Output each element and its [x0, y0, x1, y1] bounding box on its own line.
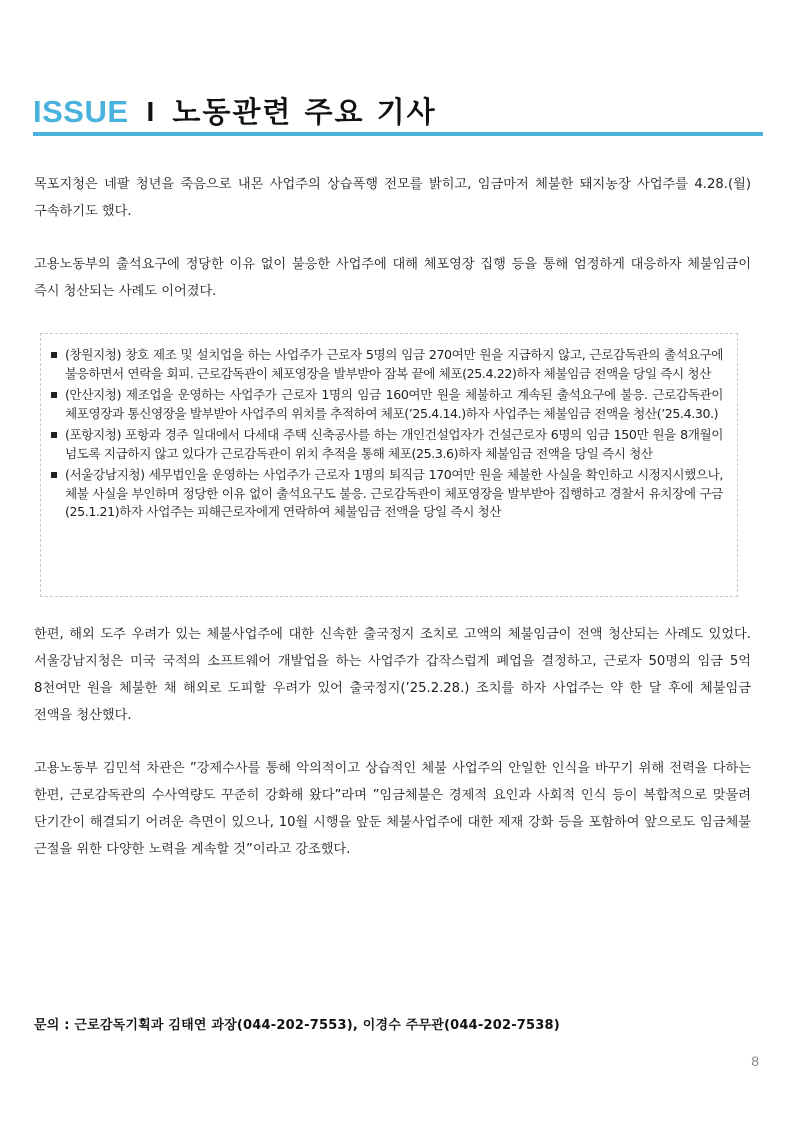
paragraph-mokpo: 목포지청은 네팔 청년을 죽음으로 내몬 사업주의 상습폭행 전모를 밝히고, 임금마저 체불한 돼지농장 사업주를 4.28.(월) 구속하기도 했다. — [34, 177, 751, 219]
case-item-changwon — [49, 346, 723, 383]
case-item-seoul-gangnam — [49, 466, 723, 522]
square-bullet-icon — [51, 352, 57, 358]
paragraph-vice-minister-quote: 고용노동부 김민석 차관은 ”강제수사를 통해 악의적이고 상습적인 체불 사업주의 안일한 인식을 바꾸기 위해 전력을 다하는 한편, 근로감독관의 수사역량도 꾸준히 강화해 왔다”라며 ”임금체불은 경제적 요인과 사회적 인식 등이 복합적으로 맞물려 단기간이 해결되기 어려운 측면이 있으나, 10월 시행을 앞둔 체불사업주에 대한 제재 강화 등을 포함하여 앞으로도 임금체불 근절을 위한 다양한 노력을 계속할 것”이라고 강조했다. — [34, 761, 751, 857]
page-title: 노동관련 주요 기사 — [172, 95, 437, 129]
paragraph-arrest-warrant: 고용노동부의 출석요구에 정당한 이유 없이 불응한 사업주에 대해 체포영장 집행 등을 통해 엄정하게 대응하자 체불임금이 즉시 청산되는 사례도 이어졌다. — [34, 257, 751, 299]
contact-info: 문의 : 근로감독기획과 김태연 과장(044-202-7553), 이경수 주무관(044-202-7538) — [34, 1018, 560, 1033]
case-examples-box — [40, 333, 738, 597]
case-text: (안산지청) 제조업을 운영하는 사업주가 근로자 1명의 임금 160여만 원을 체불하고 계속된 출석요구에 불응. 근로감독관이 체포영장과 통신영장을 발부받아 사업주의 위치를 추적하여 체포(’25.4.14.)하자 사업주는 체불임금 전액을 청산(’25.4.30.) — [65, 387, 723, 421]
page-header — [33, 88, 763, 136]
case-item-pohang — [49, 426, 723, 463]
square-bullet-icon — [51, 432, 57, 438]
issue-label: ISSUE — [33, 94, 129, 129]
case-text: (창원지청) 창호 제조 및 설치업을 하는 사업주가 근로자 5명의 임금 270여만 원을 지급하지 않고, 근로감독관의 출석요구에 불응하면서 연락을 회피. 근로감독관이 체포영장을 발부받아 잠복 끝에 체포(25.4.22)하자 체불임금 전액을 당일 즉시 청산 — [65, 347, 723, 381]
square-bullet-icon — [51, 392, 57, 398]
page-number: 8 — [751, 1053, 759, 1069]
square-bullet-icon — [51, 472, 57, 478]
paragraph-departure-ban: 한편, 해외 도주 우려가 있는 체불사업주에 대한 신속한 출국정지 조치로 고액의 체불임금이 전액 청산되는 사례도 있었다. 서울강남지청은 미국 국적의 소프트웨어 개발업을 하는 사업주가 갑작스럽게 폐업을 결정하고, 근로자 50명의 임금 5억 8천여만 원을 체불한 채 해외로 도피할 우려가 있어 출국정지(’25.2.28.) 조치를 하자 사업주는 약 한 달 후에 체불임금 전액을 청산했다. — [34, 627, 751, 723]
header-separator: I — [146, 96, 155, 127]
case-item-ansan — [49, 386, 723, 423]
case-list — [49, 346, 723, 522]
case-text: (서울강남지청) 세무법인을 운영하는 사업주가 근로자 1명의 퇴직금 170여만 원을 체불한 사실을 확인하고 시정지시했으나, 체불 사실을 부인하며 정당한 이유 없이 출석요구도 불응. 근로감독관이 체포영장을 발부받아 집행하고 경찰서 유치장에 구금(25.1.21)하자 사업주는 피해근로자에게 연락하여 체불임금 전액을 당일 즉시 청산 — [65, 467, 723, 519]
case-text: (포항지청) 포항과 경주 일대에서 다세대 주택 신축공사를 하는 개인건설업자가 건설근로자 6명의 임금 150만 원을 8개월이 넘도록 지급하지 않고 있다가 근로감독관이 위치 추적을 통해 체포(25.3.6)하자 체불임금 전액을 당일 즉시 청산 — [65, 427, 723, 461]
